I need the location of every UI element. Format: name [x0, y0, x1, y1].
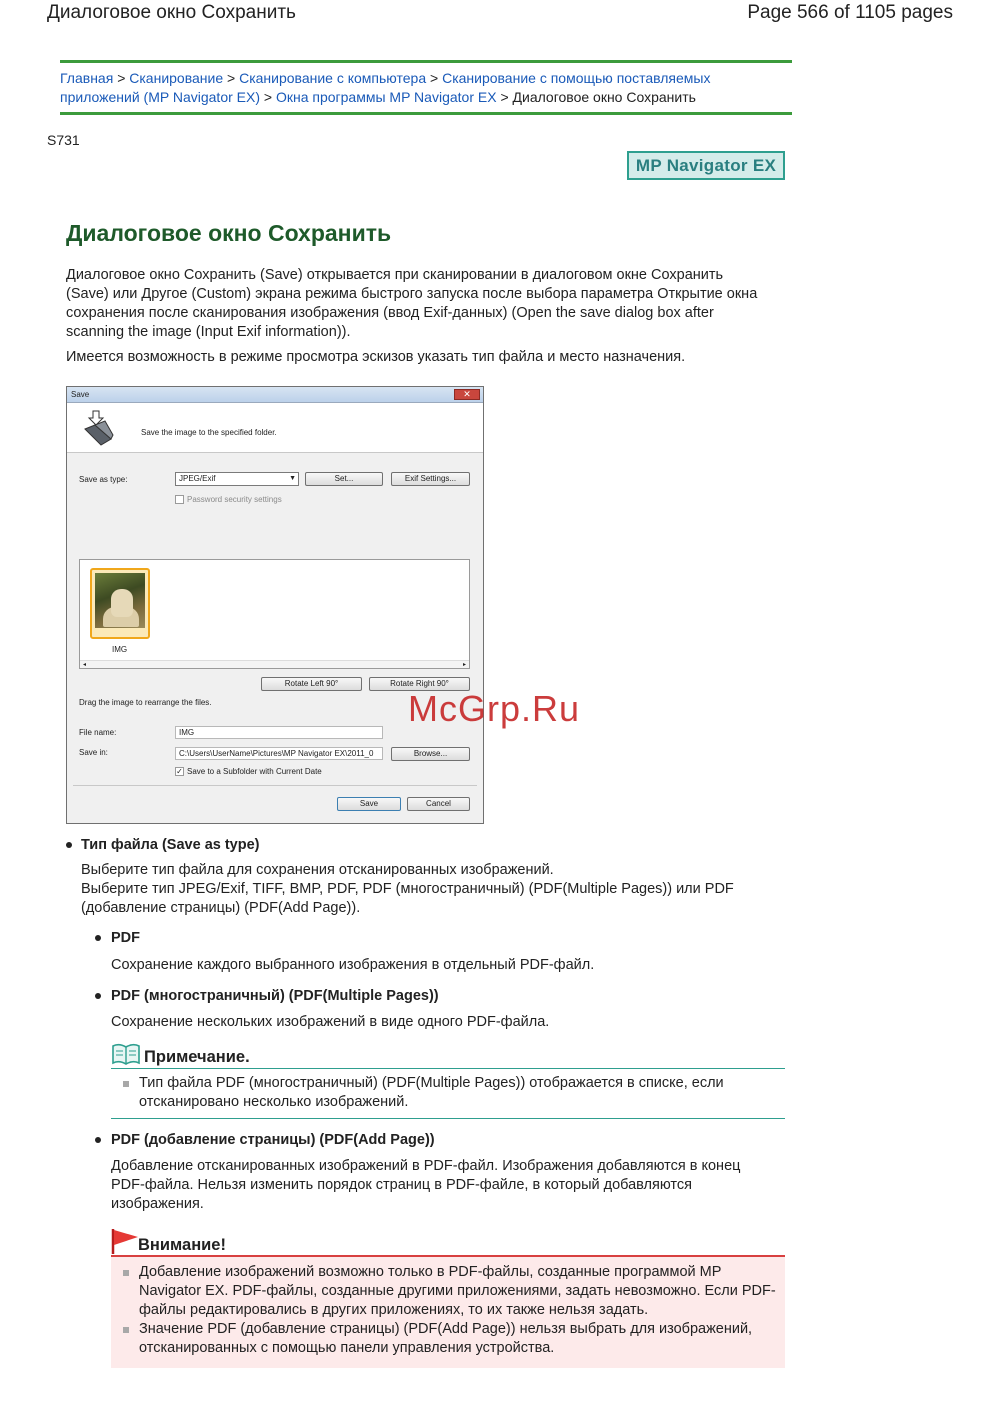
- section-line-2: Выберите тип JPEG/Exif, TIFF, BMP, PDF, PDF (многостраничный) (PDF(Multiple Pages)) или PDF (добавление страницы) (PDF(Add Page)).: [81, 881, 734, 916]
- subfolder-label: Save to a Subfolder with Current Date: [187, 767, 322, 776]
- warning-item: [123, 1320, 785, 1358]
- book-icon: [111, 1043, 141, 1070]
- square-bullet-icon: [123, 1081, 129, 1087]
- square-bullet-icon: [123, 1327, 129, 1333]
- note-header: [111, 1042, 785, 1069]
- section-heading: Тип файла (Save as type): [81, 837, 260, 853]
- bullet-icon: [66, 842, 72, 848]
- drag-hint: Drag the image to rearrange the files.: [79, 698, 212, 707]
- pdf-multiple-text: Сохранение нескольких изображений в виде одного PDF-файла.: [111, 1014, 550, 1030]
- dog-photo-thumbnail: [95, 573, 145, 628]
- save-folder-icon: [81, 409, 119, 449]
- breadcrumb: [60, 60, 792, 115]
- warning-item: [123, 1263, 785, 1320]
- dialog-title: Save: [71, 390, 90, 399]
- watermark: McGrp.Ru: [408, 688, 581, 729]
- breadcrumb-current: Диалоговое окно Сохранить: [512, 89, 696, 105]
- password-checkbox[interactable]: [175, 495, 184, 504]
- save-as-type-select[interactable]: [175, 472, 299, 486]
- pdf-add-page-text: Добавление отсканированных изображений в PDF-файл. Изображения добавляются в конец PDF-файла. Нельзя изменить порядок страниц в PDF-файле, в который добавляются изображения.: [111, 1158, 741, 1212]
- page-title: Диалоговое окно Сохранить: [66, 220, 392, 246]
- thumbnail-area[interactable]: [79, 559, 470, 669]
- breadcrumb-link-mp-navigator-windows[interactable]: Окна программы MP Navigator EX: [275, 89, 497, 105]
- rotate-left-button[interactable]: Rotate Left 90°: [261, 677, 362, 691]
- pdf-heading: PDF: [111, 930, 140, 946]
- warning-title: Внимание!: [138, 1236, 226, 1254]
- note-item: [123, 1074, 785, 1112]
- warning-item-text: Добавление изображений возможно только в PDF-файлы, созданные программой MP Navigator EX. PDF-файлы, созданные другими приложениями, задать невозможно. Если PDF-файлы редактировались в других приложениях, то их также нельзя задать.: [139, 1264, 776, 1318]
- dialog-titlebar: [67, 387, 483, 403]
- pdf-add-page-heading: PDF (добавление страницы) (PDF(Add Page)): [111, 1132, 435, 1148]
- password-label: Password security settings: [187, 495, 282, 504]
- breadcrumb-separator: >: [117, 70, 126, 86]
- save-dialog: [66, 386, 484, 824]
- breadcrumb-separator: >: [227, 70, 236, 86]
- horizontal-scrollbar[interactable]: [80, 660, 469, 668]
- note-box: [111, 1042, 785, 1119]
- close-icon[interactable]: ✕: [454, 389, 480, 400]
- save-in-label: Save in:: [79, 748, 108, 757]
- warning-box: [111, 1228, 785, 1368]
- mp-navigator-logo: [627, 151, 785, 180]
- breadcrumb-link-scan-with-apps[interactable]: Сканирование с помощью поставляемых приложений (MP Navigator EX): [60, 70, 711, 105]
- dialog-divider: [73, 785, 477, 786]
- dialog-message: Save the image to the specified folder.: [141, 428, 277, 437]
- logo-text: MP Navigator EX: [635, 155, 777, 175]
- file-name-label: File name:: [79, 728, 117, 737]
- note-body: [111, 1069, 785, 1119]
- page-number: Page 566 of 1105 pages: [747, 2, 953, 23]
- breadcrumb-link-scanning[interactable]: Сканирование: [129, 70, 224, 86]
- bullet-icon: [95, 1137, 101, 1143]
- subfolder-checkbox[interactable]: ✓: [176, 767, 183, 776]
- dialog-header: [67, 403, 483, 453]
- document-code: S731: [47, 132, 80, 148]
- warning-item-text: Значение PDF (добавление страницы) (PDF(Add Page)) нельзя выбрать для изображений, отсканированных с помощью панели управления устройства.: [139, 1321, 753, 1356]
- warning-body: [111, 1257, 785, 1368]
- intro-paragraph-2: Имеется возможность в режиме просмотра эскизов указать тип файла и место назначения.: [66, 349, 686, 365]
- file-name-input[interactable]: IMG: [175, 726, 383, 739]
- set-button[interactable]: Set...: [305, 472, 383, 486]
- square-bullet-icon: [123, 1270, 129, 1276]
- rotate-right-button[interactable]: Rotate Right 90°: [369, 677, 470, 691]
- breadcrumb-separator: >: [263, 89, 273, 105]
- note-title: Примечание.: [144, 1048, 250, 1066]
- exif-settings-button[interactable]: Exif Settings...: [391, 472, 470, 486]
- save-button[interactable]: Save: [337, 797, 401, 811]
- bullet-icon: [95, 993, 101, 999]
- breadcrumb-link-scan-from-computer[interactable]: Сканирование с компьютера: [239, 70, 427, 86]
- section-line-1: Выберите тип файла для сохранения отсканированных изображений.: [81, 862, 554, 878]
- red-flag-icon: [111, 1228, 139, 1259]
- breadcrumb-separator: >: [500, 89, 509, 105]
- note-item-text: Тип файла PDF (многостраничный) (PDF(Multiple Pages)) отображается в списке, если отсканировано несколько изображений.: [139, 1075, 724, 1110]
- scroll-right-icon[interactable]: ▸: [462, 662, 466, 668]
- page-header: [47, 2, 953, 28]
- intro-paragraph: Диалоговое окно Сохранить (Save) открывается при сканировании в диалоговом окне Сохранить (Save) или Другое (Custom) экрана режима быстрого запуска после выбора параметра Открытие окна сохранения после сканирования изображения (ввод Exif-данных) (Open the save dialog box after scanning the image (Input Exif information)).: [66, 267, 758, 340]
- browse-button[interactable]: Browse...: [391, 747, 470, 761]
- scroll-left-icon[interactable]: ◂: [83, 662, 87, 668]
- pdf-multiple-heading: PDF (многостраничный) (PDF(Multiple Pages)): [111, 988, 439, 1004]
- chevron-down-icon: ▼: [289, 475, 296, 482]
- thumbnail-item[interactable]: [90, 568, 150, 639]
- cancel-button[interactable]: Cancel: [407, 797, 470, 811]
- warning-header: [111, 1228, 785, 1257]
- bullet-icon: [95, 935, 101, 941]
- thumbnail-name: IMG: [112, 645, 128, 654]
- save-in-input[interactable]: C:\Users\UserName\Pictures\MP Navigator EX\2011_0: [175, 747, 383, 760]
- breadcrumb-link-home[interactable]: Главная: [60, 70, 114, 86]
- save-as-type-label: Save as type:: [79, 475, 128, 484]
- pdf-text: Сохранение каждого выбранного изображения в отдельный PDF-файл.: [111, 957, 595, 973]
- breadcrumb-separator: >: [430, 70, 439, 86]
- document-title: Диалоговое окно Сохранить: [47, 2, 296, 23]
- save-as-type-value: JPEG/Exif: [179, 474, 216, 483]
